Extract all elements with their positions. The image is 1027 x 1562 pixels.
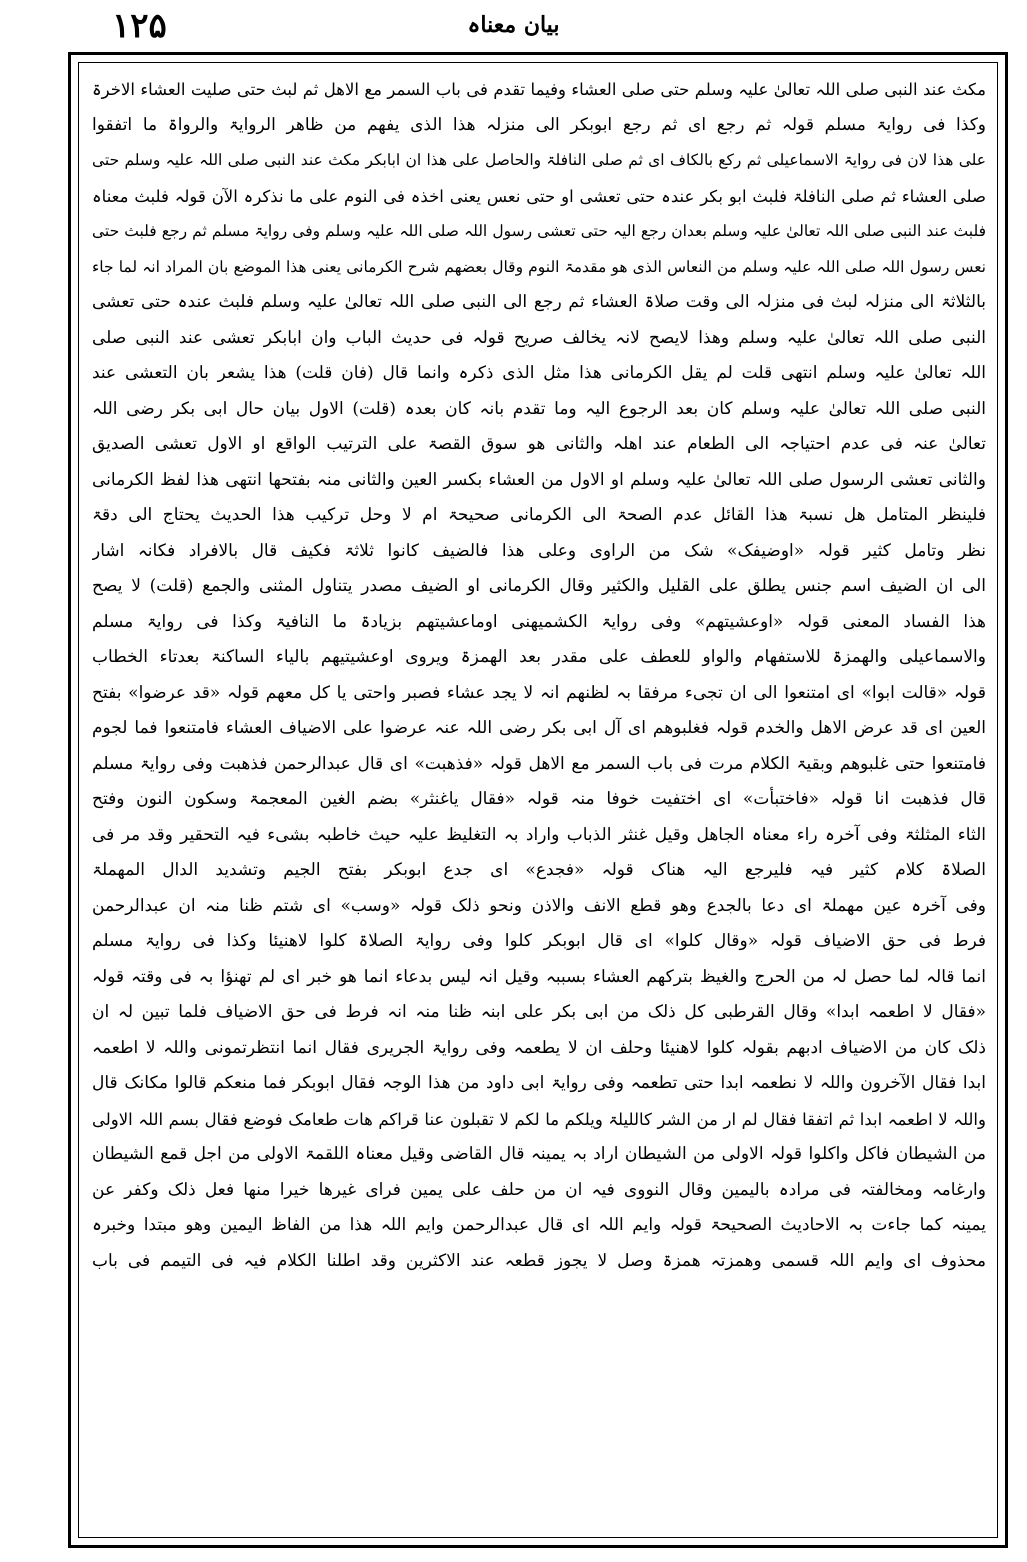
body-text (92, 72, 986, 1532)
text-line: الثاء المثلثۃ وفی آخرہ راء معناہ الجاھل وقیل غنثر الذباب واراد بہ التغلیظ علیہ حیث خاطبہ بشیء فیہ التحقیر وقد مر فی (92, 824, 986, 845)
text-line: النبی صلی اللہ تعالیٰ علیہ وسلم کان بعد الرجوع الیہ وما تقدم بانہ کان بعدہ (قلت) الاول بیان حال ابی بکر رضی اللہ (92, 398, 986, 419)
text-line: ذلک کان من الاضیاف ادبھم بقولہ کلوا لاھنیئا وحلف ان لا یطعمہ وفی روایۃ الجریری فقال انما انتظرتمونی واللہ لا اطعمہ (92, 1037, 986, 1058)
text-line: تعالیٰ عنہ فی عدم احتیاجہ الی الطعام عند اھلہ والثانی ھو سوق القصۃ علی الترتیب الواقع او الاول تعشی الصدیق (92, 434, 986, 454)
text-line: قال فذھبت انا قولہ «فاختبأت» ای اختفیت خوفا منہ قولہ «فقال یاغنثر» بضم الغین المعجمۃ وسکون النون وفتح (92, 789, 986, 809)
text-line: انما قالہ لما حصل لہ من الحرج والغیظ بترکھم العشاء بسببہ وقیل انہ لیس بدعاء انما ھو خبر ای لم تھنؤا بہ فی وقتہ قولہ (92, 966, 986, 987)
text-line: وارغامہ ومخالفتہ فی مرادہ بالیمین وقال النووی فیہ ان من حلف علی یمین فرای غیرھا خیرا منھا فعل ذلک وکفر عن (92, 1179, 986, 1200)
text-line: صلی العشاء ثم صلی النافلۃ فلبث ابو بکر عندہ حتی تعشی او حتی نعس یعنی اخذہ فی النوم علی ما نذکرہ الآن قولہ فلبث معناہ (92, 186, 986, 206)
text-line: ھذا الفساد المعنی قولہ «اوعشیتھم» وفی روایۃ الکشمیھنی اوماعشیتھم بزیادۃ ما النافیۃ وکذا فی روایۃ مسلم (92, 611, 986, 632)
text-line: النبی صلی اللہ تعالیٰ علیہ وسلم وھذا لایصح لانہ یخالف صریح قولہ فی حدیث الباب وان ابابکر تعشی عند النبی صلی (92, 327, 986, 348)
text-line: محذوف ای وایم اللہ قسمی وھمزتہ ھمزۃ وصل لا یجوز قطعہ عند الاکثرین وقد اطلنا الکلام فیہ فی التیمم فی باب (92, 1250, 986, 1271)
text-line: الی ان الضیف اسم جنس یطلق علی القلیل والکثیر وقال الکرمانی او الضیف مصدر یتناول المثنی والجمع (قلت) لا یصح (92, 576, 986, 596)
text-line: والاسماعیلی والھمزۃ للاستفھام والواو للعطف علی مقدر بعد الھمزۃ ویروی اوعشیتیھم بالیاء الساکنۃ بعدتاء الخطاب (92, 647, 986, 667)
text-line: والثانی تعشی الرسول صلی اللہ تعالیٰ علیہ وسلم او الاول من العشاء بکسر العین والثانی منہ بفتحھا انتھی ھذا لفظ الکرمانی (92, 469, 986, 490)
running-title: بیان معناہ (467, 12, 560, 38)
text-line: وکذا فی روایۃ مسلم قولہ ثم رجع ای ثم رجع ابوبکر الی منزلہ ھذا الذی یفھم من ظاھر الروایۃ والرواۃ ما اتفقوا (92, 114, 986, 135)
text-line: نعس رسول اللہ صلی اللہ علیہ وسلم من النعاس الذی ھو مقدمۃ النوم وقال بعضھم شرح الکرمانی یعنی ھذا الموضع بان المراد انہ لما جاء (92, 257, 986, 276)
text-line: العین ای قد عرض الاھل والخدم قولہ فغلبوھم ای آل ابی بکر رضی اللہ عنہ عرضوا علی الاضیاف العشاء فامتنعوا فما لجوم (92, 718, 986, 738)
text-line: مکث عند النبی صلی اللہ تعالیٰ علیہ وسلم حتی صلی العشاء وفیما تقدم فی باب السمر مع الاھل ثم لبث حتی صلیت العشاء الاخرۃ (92, 80, 986, 99)
page-number: ۱۲۵ (112, 6, 167, 46)
text-line: قولہ «قالت ابوا» ای امتنعوا الی ان تجیء مرفقا بہ لظنھم انہ لا یجد عشاء فصبر واحتی یا کل معھم قولہ «قد عرضوا» بفتح (92, 682, 986, 703)
page-header (0, 0, 1027, 52)
text-line: وفی آخرہ عین مھملۃ ای دعا بالجدع وھو قطع الانف والاذن ونحو ذلک قولہ «وسب» ای شتم ظنا منہ ان عبدالرحمن (92, 895, 986, 916)
text-line: فامتنعوا حتی غلبوھم وبقیۃ الکلام مرت فی باب السمر مع الاھل قولہ «فذھبت» ای قال عبدالرحمن فذھبت وفی روایۃ مسلم (92, 753, 986, 774)
text-line: فلینظر المتامل ھل نسبۃ ھذا القائل عدم الصحۃ الی الکرمانی صحیحۃ ام لا وحل ترکیب ھذا الحدیث یحتاج الی دقۃ (92, 505, 986, 525)
text-line: من الشیطان فاکل واکلوا قولہ الاولی من الشیطان اراد بہ یمینہ قال القاضی وقیل معناہ اللقمۃ الاولی من اجل قمع الشیطان (92, 1144, 986, 1164)
text-line: اللہ تعالیٰ علیہ وسلم انتھی قلت لم یقل الکرمانی ھذا مثل الذی ذکرہ وانما قال (فان قلت) ھذا یشعر بان التعشی عند (92, 363, 986, 383)
text-line: ابدا فقال الآخرون واللہ لا نطعمہ ابدا حتی تطعمہ وفی روایۃ ابی داود من ھذا الوجہ فقال ابوبکر فما منعکم قالوا مکانک قال (92, 1073, 986, 1093)
text-line: یمینہ کما جاءت بہ الاحادیث الصحیحۃ قولہ وایم اللہ ای قال عبدالرحمن وایم اللہ ھذا من الفاظ الیمین وھو مبتدا وخبرہ (92, 1215, 986, 1235)
text-line: «فقال لا اطعمہ ابدا» وقال القرطبی کل ذلک من ابی بکر علی ابنہ ظنا منہ انہ فرط فی حق الاضیاف فلما تبین لہ ان (92, 1002, 986, 1022)
text-line: الصلاۃ کلام کثیر فیہ فلیرجع الیہ ھناک قولہ «فجدع» ای جدع ابوبکر بفتح الجیم وتشدید الدال المھملۃ (92, 860, 986, 880)
text-line: نظر وتامل کثیر قولہ «اوضیفک» شک من الراوی وعلی ھذا فالضیف کانوا ثلاثۃ فکیف قال بالافراد فکانہ اشار (92, 540, 986, 561)
text-line: واللہ لا اطعمہ ابدا ثم اتفقا فقال لم ار من الشر کاللیلۃ ویلکم ما لکم لا تقبلون عنا قراکم ھات طعامک فوضع فقال بسم اللہ الاولی (92, 1109, 986, 1129)
text-line: بالثلاثۃ الی منزلہ لبث فی منزلہ الی وقت صلاۃ العشاء ثم رجع الی النبی صلی اللہ تعالیٰ علیہ وسلم فلبث عندہ حتی تعشی (92, 292, 986, 312)
text-line: فلبث عند النبی صلی اللہ تعالیٰ علیہ وسلم بعدان رجع الیہ حتی تعشی رسول اللہ صلی اللہ علیہ وسلم وفی روایۃ مسلم ثم رجع فلبث حتی (92, 222, 986, 240)
text-line: فرط فی حق الاضیاف قولہ «وقال کلوا» ای قال ابوبکر کلوا وفی روایۃ الصلاۃ کلوا لاھنیئا وکذا فی روایۃ مسلم (92, 931, 986, 951)
text-line: علی ھذا لان فی روایۃ الاسماعیلی ثم رکع بالکاف ای ثم صلی النافلۃ والحاصل علی ھذا ان ابابکر مکث عند النبی صلی اللہ علیہ وسلم حتی (92, 151, 986, 169)
